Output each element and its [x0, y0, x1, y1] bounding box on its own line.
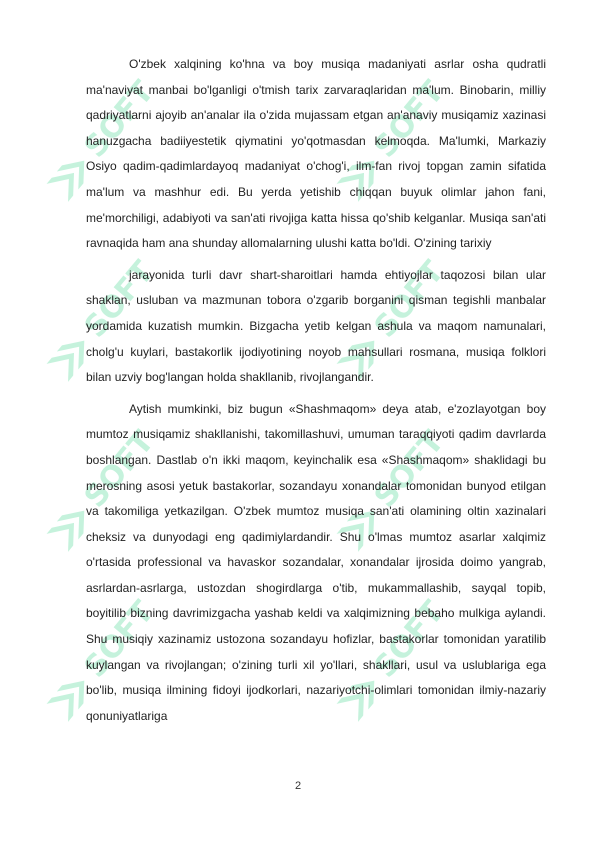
paragraph-1: [86, 52, 546, 257]
svg-text:SOFT: SOFT: [367, 424, 452, 515]
svg-text:SOFT: SOFT: [367, 594, 452, 685]
svg-text:SOFT: SOFT: [77, 254, 162, 345]
body-text: [86, 52, 546, 729]
paragraph-2-text: jarayonida turli davr shart-sharoitlari hamda ehtiyojlar taqozosi bilan ular shaklan, usluban va mazmunan tobora o'zgarib borganini qisman tegishli manbalar yordamida kuzatish mumkin. Bizgacha yetib kelgan ashula va maqom namunalari, cholg'u kuylari, bastakorlik ijodiyotining noyob mahsullari rosmana, musiqa folklori bilan uzviy bog'langan holda shakllanib, rivojlangandir.: [86, 267, 546, 385]
svg-text:SOFT: SOFT: [367, 254, 452, 345]
svg-text:SOFT: SOFT: [77, 74, 162, 165]
paragraph-1-text: O'zbek xalqining ko'hna va boy musiqa madaniyati asrlar osha qudratli ma'naviyat manbai bo'lganligi o'tmish tarix zarvaraqlaridan ma'lum. Binobarin, milliy qadriyatlarni ajoyib an'analar ila o'zida mujassam etgan an'anaviy musiqamiz xazinasi hanuzgacha badiiyestetik qiymatini yo'qotmasdan kelmoqda. Ma'lumki, Markaziy Osiyo qadim-qadimlardayoq madaniyat o'chog'i, ilm-fan rivoj topgan zamin sifatida ma'lum va mashhur edi. Bu yerda yetishib chiqqan buyuk olimlar jahon fani, me'morchiligi, adabiyoti va san'ati rivojiga katta hissa qo'shib kelganlar. Musiqa san'ati ravnaqida ham ana shunday allomalarning ulushi katta bo'ldi. O'zining tarixiy: [86, 57, 546, 251]
paragraph-2: [86, 263, 546, 391]
paragraph-3: [86, 397, 546, 730]
svg-text:SOFT: SOFT: [77, 424, 162, 515]
page-number: 2: [294, 780, 302, 792]
paragraph-3-text: Aytish mumkinki, biz bugun «Shashmaqom» deya atab, e'zozlayotgan boy mumtoz musiqamiz shakllanishi, takomillashuvi, umuman taraqqiyoti qadim davrlarda boshlangan. Dastlab o'n ikki maqom, keyinchalik esa «Shashmaqom» shaklidagi bu merosning asosi yetuk bastakorlar, sozandayu xonandalar tomonidan bunyod etilgan va takomiliga yetkazilgan. O'zbek mumtoz musiqa san'ati olamining oltin xazinalari cheksiz va dunyodagi eng qadimiylardandir. Shu o'lmas mumtoz asarlar xalqimiz o'rtasida professional va havaskor sozandalar, xonandalar ijrosida doimo yangrab, asrlardan-asrlarga, ustozdan shogirdlarga o'tib, mukammallashib, sayqal topib, boyitilib bizning davrimizgacha yashab keldi va xalqimizning bebaho mulkiga aylandi. Shu musiqiy xazinamiz ustozona sozandayu hofizlar, bastakorlar tomonidan yaratilib kuylangan va rivojlangan; o'zining turli xil yo'llari, shakllari, usul va uslublariga ega bo'lib, musiqa ilmining fidoyi ijodkorlari, nazariyotchi-olimlari tomonidan ilmiy-nazariy qonuniyatlariga: [86, 401, 546, 723]
svg-text:SOFT: SOFT: [367, 74, 452, 165]
svg-text:SOFT: SOFT: [77, 594, 162, 685]
